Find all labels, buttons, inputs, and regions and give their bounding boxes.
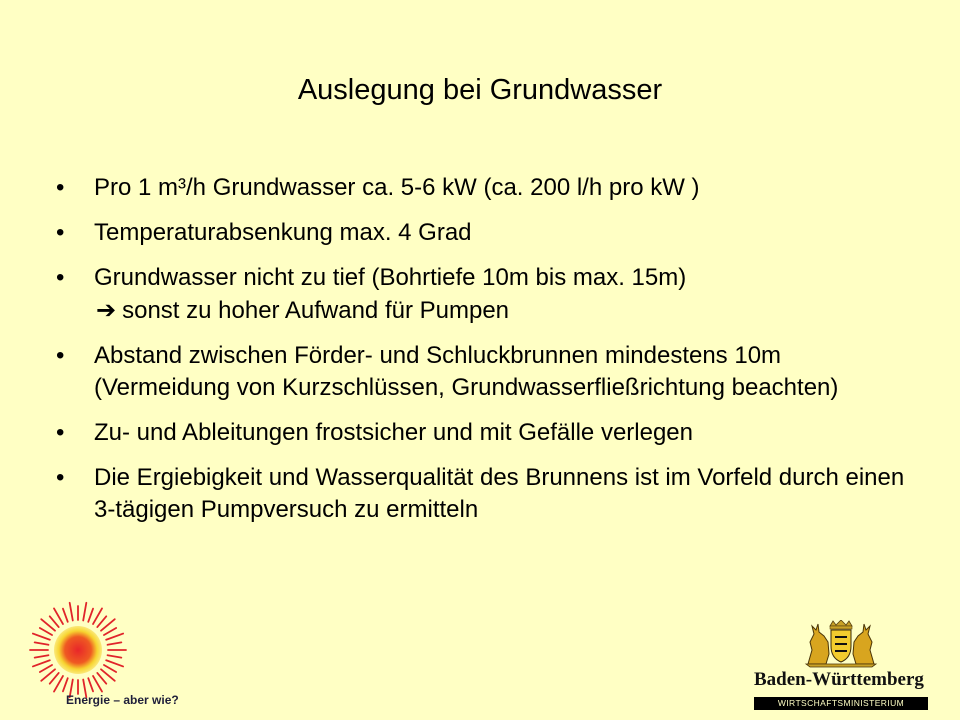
sun-ray <box>50 673 59 684</box>
bullet-text: Temperaturabsenkung max. 4 Grad <box>94 219 472 246</box>
sun-ray <box>63 609 68 622</box>
sun-ray <box>104 665 116 672</box>
sun-ray <box>33 634 50 640</box>
sun-ray <box>88 609 93 622</box>
ministry-label: WIRTSCHAFTSMINISTERIUM <box>754 697 928 710</box>
bullet-text: Zu- und Ableitungen frostsicher und mit Gefälle verlegen <box>94 419 694 446</box>
bullet-item <box>50 417 920 449</box>
bullet-text: Grundwasser nicht zu tief (Bohrtiefe 10m bis max. 15m) <box>94 264 687 291</box>
coat-of-arms-icon <box>800 620 882 668</box>
bullet-marker: • <box>56 342 65 369</box>
energy-caption: Energie – aber wie? <box>66 693 179 707</box>
bullet-text: Pro 1 m³/h Grundwasser ca. 5-6 kW (ca. 200 l/h pro kW ) <box>94 174 700 201</box>
sun-ray <box>83 603 86 621</box>
sun-ray <box>40 665 52 672</box>
bullet-marker: • <box>56 174 65 201</box>
bullet-item <box>50 340 920 404</box>
sun-icon <box>28 600 128 700</box>
sun-ray <box>88 678 93 691</box>
sun-ray <box>106 634 123 640</box>
sun-ray <box>108 655 122 657</box>
arrow-right-icon: ➔ <box>96 296 117 324</box>
slide-title: Auslegung bei Grundwasser <box>297 74 663 106</box>
bullet-marker: • <box>56 219 65 246</box>
sun-ray <box>104 628 116 635</box>
bullet-text: Abstand zwischen Förder- und Schluckbrunnen mindestens 10m (Vermeidung von Kurzschlüssen, Grundwasserfließrichtung beachten) <box>94 342 839 401</box>
sun-ray <box>50 616 59 627</box>
state-name: Baden-Württemberg <box>754 669 924 690</box>
bullet-item <box>50 262 920 327</box>
bullet-text: Die Ergiebigkeit und Wasserqualität des Brunnens ist im Vorfeld durch einen 3-tägigen Pumpversuch zu ermitteln <box>94 464 905 523</box>
bullet-item <box>50 217 920 249</box>
sun-ray <box>108 642 122 644</box>
sun-ray <box>35 655 49 657</box>
sun-ray <box>97 673 106 684</box>
sun-ray <box>106 660 123 666</box>
bullet-item <box>50 462 920 526</box>
bullet-list <box>50 172 920 539</box>
sun-ray <box>35 642 49 644</box>
bullet-marker: • <box>56 419 65 446</box>
bullet-text: sonst zu hoher Aufwand für Pumpen <box>122 297 510 324</box>
sun-ray <box>33 660 50 666</box>
sun-ray <box>70 603 73 621</box>
sun-ray <box>63 678 68 691</box>
bullet-item <box>50 172 920 204</box>
bullet-marker: • <box>56 464 65 491</box>
sun-ray <box>40 628 52 635</box>
bullet-marker: • <box>56 264 65 291</box>
sun-ray <box>97 616 106 627</box>
